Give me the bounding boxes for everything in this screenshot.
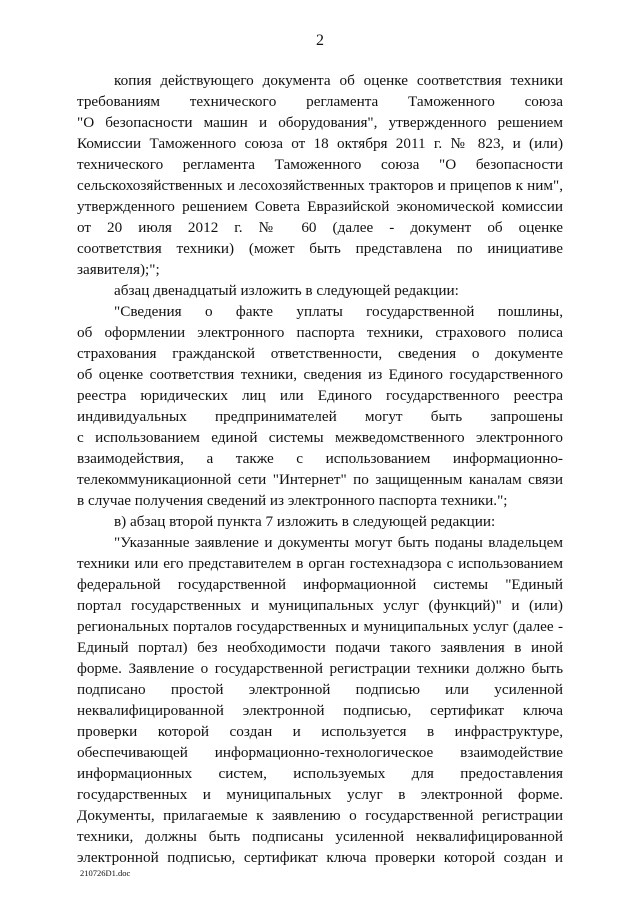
paragraph	[77, 70, 563, 280]
text-line: обеспечивающей информационно-технологическое взаимодействие	[77, 744, 563, 761]
text-line: технического регламента Таможенного союза "О безопасности	[77, 156, 563, 173]
text-line: абзац двенадцатый изложить в следующей редакции:	[114, 282, 459, 299]
text-line: Комиссии Таможенного союза от 18 октября 2011 г. № 823, и (или)	[77, 135, 563, 152]
text-line: информационных систем, используемых для предоставления	[77, 765, 563, 782]
text-line: форме. Заявление о государственной регистрации техники должно быть	[77, 660, 563, 677]
paragraph	[77, 301, 563, 511]
text-line: об оформлении электронного паспорта техники, страхового полиса	[77, 324, 563, 341]
text-line: утвержденного решением Совета Евразийской экономической комиссии	[77, 198, 563, 215]
text-line: заявителя);";	[77, 261, 160, 278]
text-line: телекоммуникационной сети "Интернет" по защищенным каналам связи	[77, 471, 563, 488]
text-line: подписано простой электронной подписью или усиленной	[77, 681, 563, 698]
document-body	[77, 70, 563, 868]
text-line: техники или его представителем в орган гостехнадзора с использованием	[77, 555, 563, 572]
text-line: сельскохозяйственных и лесохозяйственных тракторов и прицепов к ним",	[77, 177, 563, 194]
text-line: страхования гражданской ответственности, сведения о документе	[77, 345, 563, 362]
text-line: проверки которой создан и используется в инфраструктуре,	[77, 723, 563, 740]
footer-file-code: 210726D1.doc	[80, 868, 131, 878]
text-line: техники, должны быть подписаны усиленной неквалифицированной	[77, 828, 563, 845]
text-line: об оценке соответствия техники, сведения из Единого государственного	[77, 366, 563, 383]
text-line: соответствия техники) (может быть представлена по инициативе	[77, 240, 563, 257]
text-line: "Сведения о факте уплаты государственной пошлины,	[114, 303, 563, 320]
text-line: "Указанные заявление и документы могут быть поданы владельцем	[114, 534, 563, 551]
text-line: взаимодействия, а также с использованием информационно-	[77, 450, 563, 467]
text-line: реестра юридических лиц или Единого государственного реестра	[77, 387, 563, 404]
text-line: региональных порталов государственных и муниципальных услуг (далее -	[77, 618, 563, 635]
text-line: "О безопасности машин и оборудования", утвержденного решением	[77, 114, 563, 131]
text-line: портал государственных и муниципальных услуг (функций)" и (или)	[77, 597, 563, 614]
paragraph	[77, 511, 563, 532]
page-number: 2	[316, 32, 324, 49]
text-line: от 20 июля 2012 г. № 60 (далее - документ об оценке	[77, 219, 563, 236]
text-line: с использованием единой системы межведомственного электронного	[77, 429, 563, 446]
paragraph	[77, 280, 563, 301]
paragraph	[77, 532, 563, 868]
text-line: в случае получения сведений из электронного паспорта техники.";	[77, 492, 508, 509]
text-line: электронной подписью, сертификат ключа проверки которой создан и	[77, 849, 563, 866]
text-line: копия действующего документа об оценке соответствия техники	[114, 72, 563, 89]
text-line: требованиям техническогo регламента Таможенного союза	[77, 93, 563, 110]
text-line: государственных и муниципальных услуг в электронной форме.	[77, 786, 563, 803]
text-line: неквалифицированной электронной подписью, сертификат ключа	[77, 702, 563, 719]
text-line: в) абзац второй пункта 7 изложить в следующей редакции:	[114, 513, 496, 530]
text-line: Единый портал) без необходимости подачи такого заявления в иной	[77, 639, 563, 656]
text-line: индивидуальных предпринимателей могут быть запрошены	[77, 408, 563, 425]
text-line: Документы, прилагаемые к заявлению о государственной регистрации	[77, 807, 563, 824]
text-line: федеральной государственной информационной системы "Единый	[77, 576, 563, 593]
